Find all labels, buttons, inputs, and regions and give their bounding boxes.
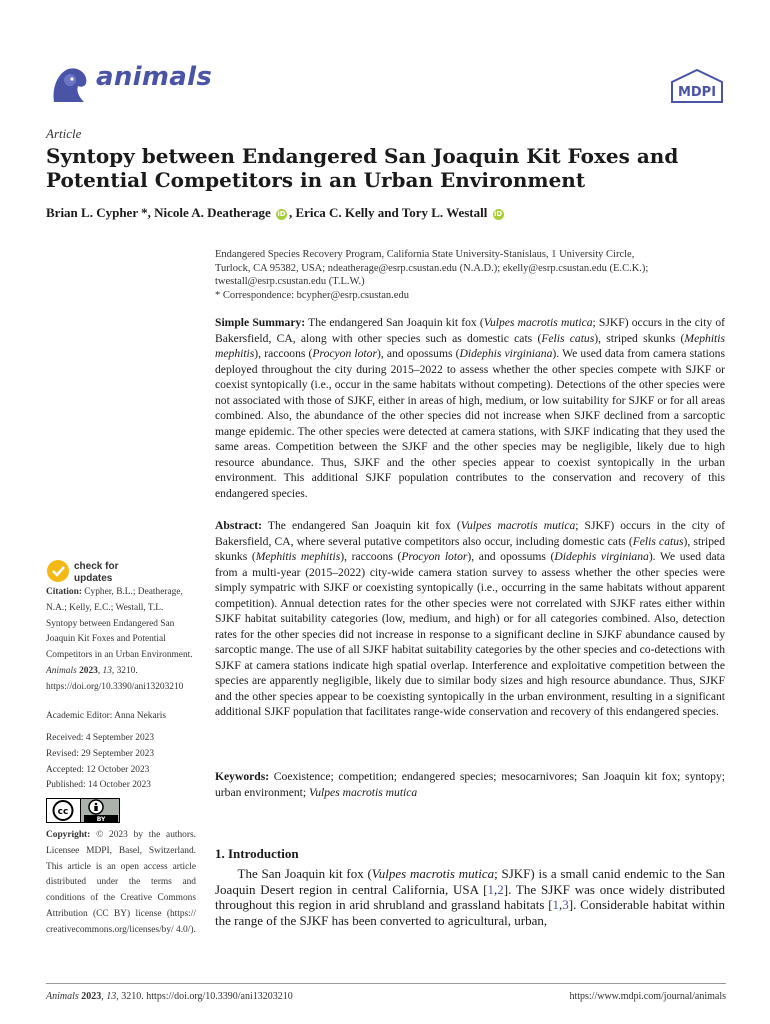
footer-volume: 13 [106,991,117,1002]
affiliations [215,248,730,302]
ref-sep: , [494,881,498,897]
summary-text: ; SJKF) occurs in the city of Bakersfield, CA, along with other species such as domestic cats ( [215,316,725,345]
intro-text: ]. The SJKF was once widely distributed throughout this region in arid shrubland and grassland habitats [ [215,881,725,913]
species-name: Procyon lotor [312,347,377,360]
affiliation-line: Endangered Species Recovery Program, California State University-Stanislaus, 1 University Circle, [215,249,635,260]
check-updates-line2: updates [74,573,113,584]
publication-dates [46,731,196,794]
by-text: BY [96,816,106,823]
species-name: Felis catus [632,534,684,548]
reference-link[interactable]: 2 [497,881,504,897]
article-title: Syntopy between Endangered San Joaquin Kit Foxes and Potential Competitors in an Urban Environment [46,144,679,192]
affiliation-line: Turlock, CA 95382, USA; ndeatherage@esrp.csustan.edu (N.A.D.); ekelly@esrp.csustan.edu (E.C.K.); [215,262,649,274]
species-name: Vulpes macrotis mutica [460,519,576,532]
keywords-label: Keywords: [215,770,270,783]
abstract [215,518,725,720]
simple-summary-label: Simple Summary: [215,316,306,329]
author-3-4[interactable]: , Erica C. Kelly and Tory L. Westall [288,205,488,220]
journal-name[interactable]: animals [96,62,213,92]
citation-doi[interactable]: , 3210. https://doi.org/10.3390/ani13203210 [46,665,184,692]
footer-year: 2023 [78,991,102,1002]
species-name: Procyon lotor [401,550,468,563]
academic-editor: Academic Editor: Anna Nekaris [46,711,167,721]
footer-journal-url[interactable]: https://www.mdpi.com/journal/animals [569,991,726,1002]
affiliation-line: twestall@esrp.csustan.edu (T.L.W.) [215,276,365,287]
citation-year: 2023 [76,665,98,676]
species-name: Felis catus [541,331,595,345]
author-list [46,205,506,221]
abstract-text: ), and opossums ( [467,550,555,563]
abstract-text: ; SJKF) occurs in the city of Bakersfield, CA, where several putative competitors also occur, including domestic cats ( [215,519,725,548]
correspondence-line: * Correspondence: bcypher@esrp.csustan.edu [215,289,409,301]
published-date: Published: 14 October 2023 [46,780,151,791]
received-date: Received: 4 September 2023 [46,733,155,743]
citation-journal: Animals [46,665,77,676]
summary-text: ), and opossums ( [376,347,460,360]
footer-citation [46,991,293,1002]
abstract-text: ). We used data from a multi-year (2015–2022) city-wide camera station survey to assess whether the other species were simply sympatric with SJKF or coexisting syntopically (i.e., occurring in the same habitats without apparent competition). Annual detection rates for the other species were not correlated with SJKF rates either within SJKF habitat suitability categories (low, medium, and high) or for all categories combined. Also, detection rates for the other species did not increase in response to a significant decline in SJKF abundance caused by sarcoptic mange. The use of all SJKF habitat suitability categories by the other species and co-detections with SJKF at camera stations indicate high spatial overlap. Interference and exploitative competition between the species are apparently negligible, likely due to similar body sizes and high resource abundance. Thus, SJKF and the other species appear to be coexisting syntopically in the urban environment, resulting in a significant additional SJKF population that facilitates range-wide conservation and recovery of this endangered species. [215,550,726,718]
abstract-text: ), raccoons ( [340,550,402,563]
citation-label: Citation: [46,587,82,597]
abstract-label: Abstract: [215,519,263,532]
mdpi-logo-icon[interactable] [668,68,726,104]
author-2[interactable]: Nicole A. Deatherage [154,205,271,220]
species-name: Didephis virginiana [554,550,649,563]
summary-text: ), striped skunks ( [594,331,685,345]
citation [46,585,196,696]
check-for-updates-icon[interactable] [46,558,166,584]
footer-divider [46,983,726,984]
cc-by-license-icon[interactable] [46,798,120,823]
ref-sep: , [559,897,563,913]
simple-summary [215,315,725,501]
abstract-text: The endangered San Joaquin kit fox ( [262,519,461,532]
reference-link[interactable]: 3 [562,897,569,913]
revised-date: Revised: 29 September 2023 [46,748,155,759]
footer-sep: , [101,991,107,1002]
orcid-icon[interactable]: iD [277,209,286,218]
species-name: Vulpes macrotis mutica [483,316,593,329]
section-heading-introduction: 1. Introduction [215,846,299,861]
citation-text: Cypher, B.L.; Deatherage, N.A.; Kelly, E.C.; Westall, T.L. Syntopy between Endangered San Joaquin Kit Foxes and Potential Competitors in an Urban Environment. [46,587,193,661]
orcid-icon[interactable]: iD [494,209,503,218]
species-name: Mephitis mephitis [255,550,341,563]
cc-text: cc [57,807,69,817]
mdpi-logo-text: MDPI [677,85,717,100]
copyright-notice [46,828,196,939]
species-name: Didephis virginiana [459,347,553,360]
copyright-text: © 2023 by the authors. Licensee MDPI, Basel, Switzerland. This article is an open access article distributed under the terms and conditions of the Creative Commons Attribution (CC BY) license (https:// creativecommons.org/licenses/by/ 4.0/). [46,830,196,935]
abstract-text: ), striped skunks ( [215,534,725,563]
introduction-text [215,866,725,928]
summary-text: ), raccoons ( [254,347,313,360]
accepted-date: Accepted: 12 October 2023 [46,764,150,775]
summary-text: The endangered San Joaquin kit fox ( [305,316,484,329]
citation-volume: 13 [102,665,112,676]
author-1[interactable]: Brian L. Cypher *, [46,205,151,220]
intro-text: ; SJKF) is a small canid endemic to the San Joaquin Desert region in central California, USA [ [215,866,725,897]
journal-logo-icon [46,62,90,106]
check-updates-line1: check for [74,561,119,572]
footer-doi[interactable]: , 3210. https://doi.org/10.3390/ani13203210 [116,991,293,1002]
keyword-species: Vulpes macrotis mutica [309,785,418,799]
summary-text: ). We used data from camera stations deployed throughout the city during 2015–2022 to assess whether the other species compete with SJKF or coexist syntopically (i.e., occur in the same habitats without competing). Detections of the other species were not associated with those of SJKF, either in areas of high, medium, or low suitability for SJKF or for all areas combined. Also, the abundance of the other species did not increase when SJKF declined from a sarcoptic mange epidemic. The other species were detected at camera stations, with SJKF indicating that they used the same areas. Competition between the SJKF and the other species may be negligible, likely due to high resource abundance. Thus, SJKF and the other species appear to coexist syntopically in the urban environment. This additional SJKF population contributes to the conservation and recovery of this endangered species. [215,347,725,500]
species-name: Vulpes macrotis mutica [371,866,495,881]
article-type: Article [46,126,82,141]
citation-sep: , [97,665,103,676]
reference-link[interactable]: 1 [552,897,560,913]
species-name: Mephitis mephitis [215,331,725,360]
intro-text: The San Joaquin kit fox ( [237,866,372,881]
footer-journal: Animals [46,991,79,1002]
intro-text: ]. Considerable habitat within the range of the SJKF has been converted to agricultural, urban, [215,897,725,928]
copyright-label: Copyright: [46,830,91,840]
keywords-text: Coexistence; competition; endangered species; mesocarnivores; San Joaquin kit fox; syntopy; urban environment; [215,770,725,799]
keywords [215,769,725,800]
reference-link[interactable]: 1 [487,881,494,897]
